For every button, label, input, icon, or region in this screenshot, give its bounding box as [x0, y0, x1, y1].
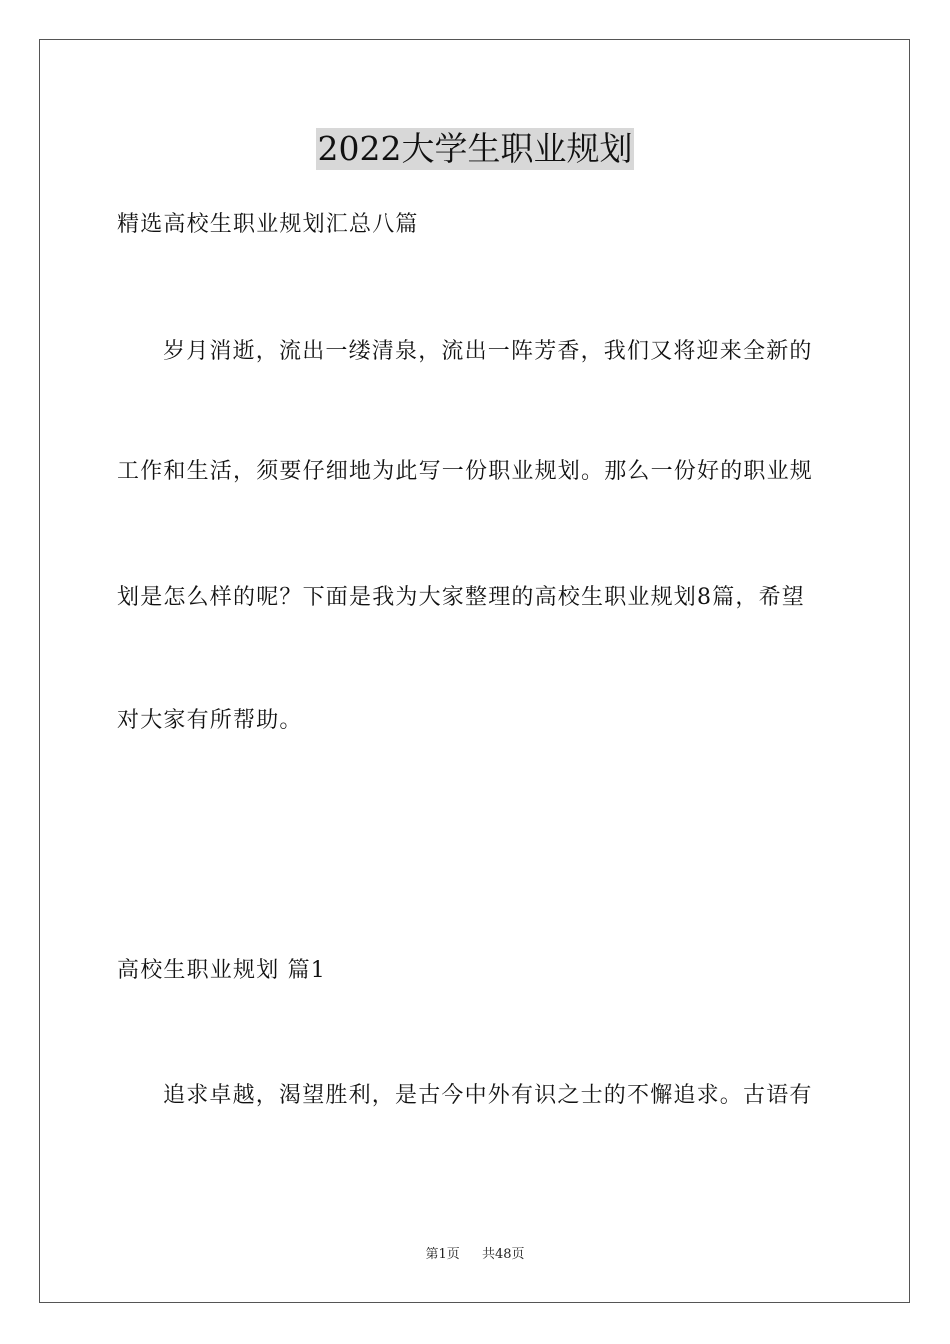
paragraph-line-1: 岁月消逝，流出一缕清泉，流出一阵芳香，我们又将迎来全新的 [163, 339, 813, 364]
title-area [0, 128, 950, 170]
document-title: 2022大学生职业规划 [317, 129, 633, 168]
page-total: 共48页 [482, 1247, 525, 1262]
document-subtitle: 精选高校生职业规划汇总八篇 [117, 212, 419, 237]
section-heading: 高校生职业规划 篇1 [117, 958, 326, 983]
section-paragraph-line-1: 追求卓越，渴望胜利，是古今中外有识之士的不懈追求。古语有 [163, 1083, 813, 1108]
paragraph-line-3: 划是怎么样的呢？下面是我为大家整理的高校生职业规划8篇，希望 [117, 585, 805, 610]
page-number: 第1页 [425, 1247, 460, 1262]
paragraph-line-2: 工作和生活，须要仔细地为此写一份职业规划。那么一份好的职业规 [117, 459, 814, 484]
paragraph-line-4: 对大家有所帮助。 [117, 708, 303, 733]
page-footer [0, 1246, 950, 1264]
